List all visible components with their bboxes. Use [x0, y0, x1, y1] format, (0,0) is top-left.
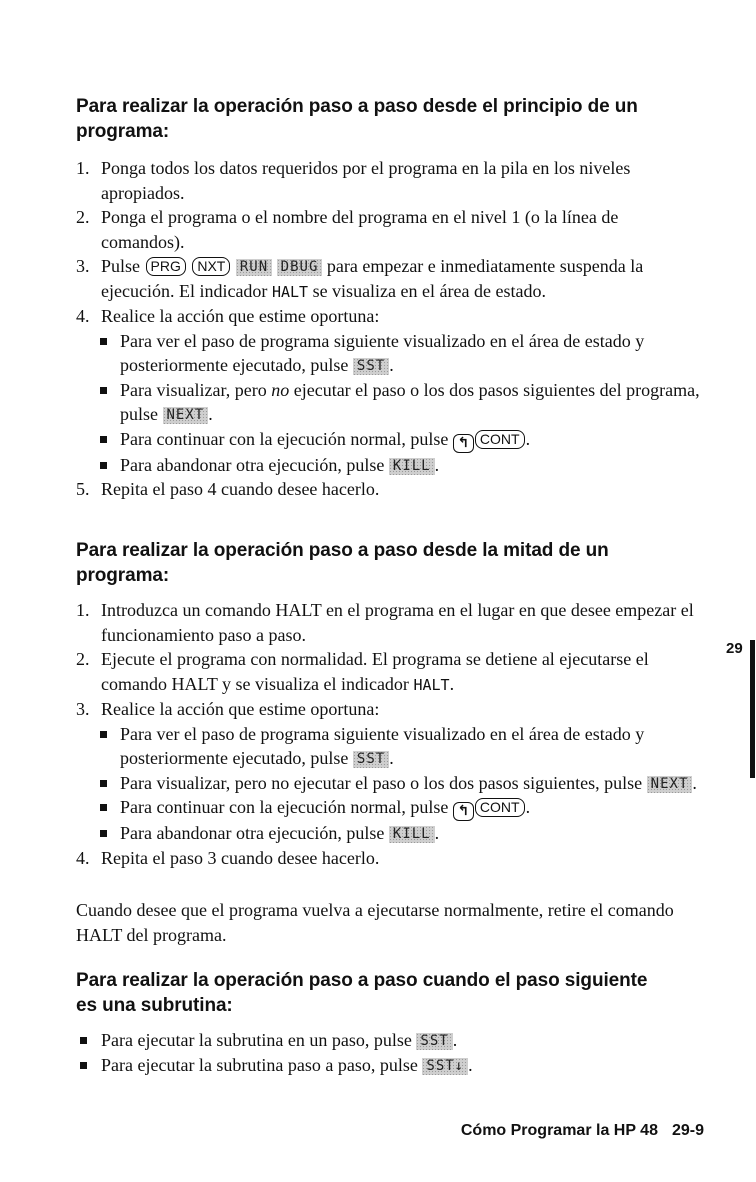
- section-heading-subroutine: Para realizar la operación paso a paso cuando el paso siguiente es una subrutina:: [76, 970, 648, 1016]
- list-item: 3. Realice la acción que estime oportuna:: [76, 699, 380, 719]
- bullet-icon: [100, 436, 107, 443]
- bullet-item: Para ejecutar la subrutina en un paso, pulse SST .: [76, 1028, 706, 1053]
- next-menu-label: NEXT: [647, 776, 693, 793]
- kill-menu-label: KILL: [389, 458, 435, 475]
- bullet-item: Para abandonar otra ejecución, pulse KILL .: [76, 453, 706, 478]
- steps-list-from-middle: [76, 598, 706, 870]
- closing-paragraph: Cuando desee que el programa vuelva a ejecutarse normalmente, retire el comando HALT del programa.: [76, 900, 674, 945]
- nxt-key: NXT: [192, 257, 230, 276]
- bullet-item: Para visualizar, pero no ejecutar el paso o los dos pasos siguientes del programa, pulse NEXT .: [76, 378, 706, 427]
- sst-menu-label: SST: [353, 358, 389, 375]
- subroutine-list: [76, 1028, 706, 1077]
- footer-title: Cómo Programar la HP 48: [460, 1122, 658, 1139]
- section-heading-from-middle: Para realizar la operación paso a paso desde la mitad de un programa:: [76, 540, 609, 586]
- kill-menu-label: KILL: [389, 826, 435, 843]
- left-shift-arrow-icon: ↰: [453, 802, 474, 821]
- list-item: 3. Pulse PRG NXT RUN DBUG para empezar e inmediatamente suspenda la ejecución. El indicador HALT se visualiza en el área de estado.: [76, 256, 644, 301]
- halt-indicator: HALT: [271, 282, 309, 301]
- page-footer: [461, 1122, 704, 1140]
- cont-key: CONT: [475, 798, 525, 817]
- bullet-icon: [100, 830, 107, 837]
- chapter-tab-bar: [750, 640, 755, 778]
- bullet-item: Para visualizar, pero no ejecutar el paso o los dos pasos siguientes, pulse NEXT .: [76, 771, 706, 796]
- dbug-menu-label: DBUG: [277, 259, 323, 276]
- bullet-icon: [80, 1062, 87, 1069]
- cont-key: CONT: [475, 430, 525, 449]
- next-menu-label: NEXT: [163, 407, 209, 424]
- bullet-icon: [100, 462, 107, 469]
- sst-menu-label: SST: [353, 751, 389, 768]
- list-item: 2. Ponga el programa o el nombre del programa en el nivel 1 (o la línea de comandos).: [76, 207, 619, 252]
- bullet-icon: [80, 1037, 87, 1044]
- list-item: 2. Ejecute el programa con normalidad. El programa se detiene al ejecutarse el comando HALT y se visualiza el indicador HALT.: [76, 649, 649, 694]
- list-item: 4. Repita el paso 3 cuando desee hacerlo.: [76, 847, 380, 868]
- bullet-item: Para continuar con la ejecución normal, pulse ↰ CONT .: [76, 795, 706, 821]
- bullet-item: Para ver el paso de programa siguiente visualizado en el área de estado y posteriormente ejecutado, pulse SST .: [76, 722, 706, 771]
- steps-list-from-start: [76, 156, 706, 502]
- bullet-item: Para ejecutar la subrutina paso a paso, pulse SST↓ .: [76, 1053, 706, 1078]
- bullet-item: Para continuar con la ejecución normal, pulse ↰ CONT .: [76, 427, 706, 453]
- bullet-icon: [100, 338, 107, 345]
- run-menu-label: RUN: [236, 259, 272, 276]
- bullet-icon: [100, 731, 107, 738]
- halt-indicator: HALT: [413, 675, 450, 694]
- page-number: 29-9: [671, 1122, 704, 1139]
- sst-menu-label: SST: [416, 1033, 452, 1050]
- list-item: 5. Repita el paso 4 cuando desee hacerlo.: [76, 479, 380, 499]
- list-item: 4. Realice la acción que estime oportuna:: [76, 306, 380, 326]
- prg-key: PRG: [146, 257, 186, 276]
- bullet-icon: [100, 387, 107, 394]
- section-heading-from-start: Para realizar la operación paso a paso desde el principio de un programa:: [76, 96, 638, 142]
- bullet-icon: [100, 804, 107, 811]
- bullet-item: Para abandonar otra ejecución, pulse KILL .: [76, 821, 706, 846]
- list-item: 1. Introduzca un comando HALT en el programa en el lugar en que desee empezar el funcionamiento paso a paso.: [76, 600, 694, 645]
- bullet-item: Para ver el paso de programa siguiente visualizado en el área de estado y posteriormente ejecutado, pulse SST .: [76, 329, 706, 378]
- bullet-icon: [100, 780, 107, 787]
- sst-down-menu-label: SST↓: [422, 1058, 468, 1075]
- list-item: 1. Ponga todos los datos requeridos por el programa en la pila en los niveles apropiados.: [76, 158, 631, 203]
- chapter-tab-number: 29: [726, 640, 743, 657]
- left-shift-arrow-icon: ↰: [453, 434, 474, 453]
